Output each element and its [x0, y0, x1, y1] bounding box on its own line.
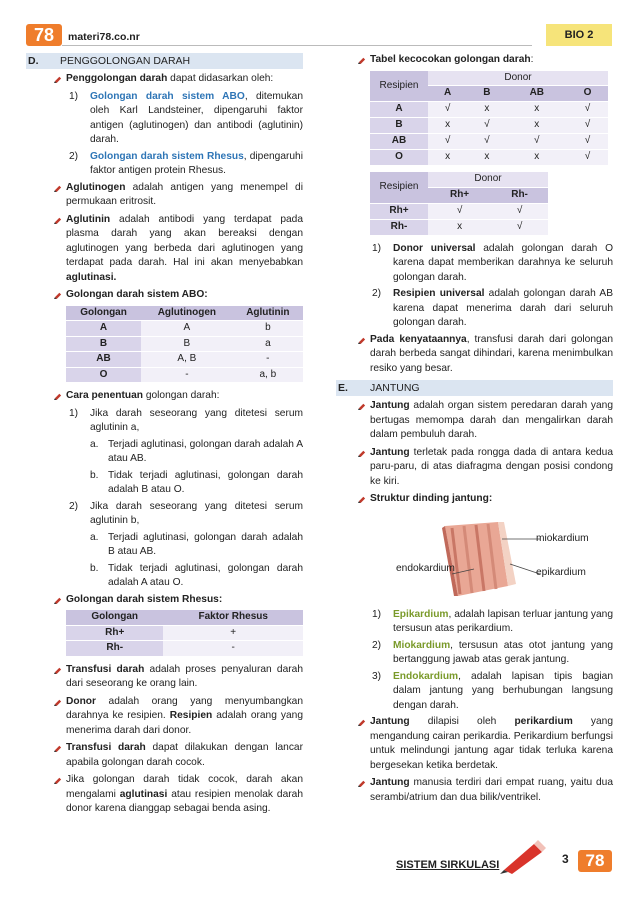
label-epikardium: epikardium — [536, 566, 586, 578]
page-header — [0, 0, 638, 50]
bullet: Aglutinogen adalah antigen yang menempel di permukaan eritrosit. — [26, 181, 303, 210]
bullet: Struktur dinding jantung: — [336, 492, 613, 507]
header-rule — [62, 45, 532, 46]
rhesus-compat-table: Resipien Donor Rh+ Rh- Rh+ √ √ Rh- x √ — [370, 172, 548, 236]
footer-logo: 78 — [578, 850, 612, 872]
right-column — [336, 53, 613, 808]
label-endokardium: endokardium — [396, 562, 455, 574]
section-letter: D. — [28, 55, 39, 67]
pencil-icon — [54, 698, 62, 706]
section-title: JANTUNG — [370, 382, 420, 394]
pencil-icon — [54, 666, 62, 674]
bullet: Cara penentuan golongan darah: — [26, 389, 303, 404]
rhesus-table: Golongan Faktor Rhesus Rh+ + Rh- - — [66, 610, 303, 657]
numbered-item: 3) Endokardium, adalah lapisan tipis bagian dalam jantung yang berhubungan langsung dengan darah. — [372, 670, 613, 711]
sub-item: a. Terjadi aglutinasi, golongan darah adalah A atau AB. — [90, 438, 303, 464]
bullet: Transfusi darah dapat dilakukan dengan lancar apabila golongan darah cocok. — [26, 741, 303, 770]
pencil-icon — [54, 291, 62, 299]
bullet: Donor adalah orang yang menyumbangkan darahnya ke resipien. Resipien adalah orang yang menerima darah dari donor. — [26, 695, 303, 739]
heart-wall-figure — [336, 510, 613, 608]
bullet: Pada kenyataannya, transfusi darah dari golongan darah berbeda sangat dihindari, karena menimbulkan resiko yang besar. — [336, 333, 613, 377]
logo: 78 — [26, 24, 62, 46]
numbered-item: 2) Resipien universal adalah golongan darah AB karena dapat menerima darah dari seluruh golongan darah. — [372, 288, 613, 328]
bullet: Jantung dilapisi oleh perikardium yang mengandung cairan perikardia. Perikardium berfungsi untuk melindungi jantung agar tidak terluka karena bergesekan ketika berdetak. — [336, 715, 613, 773]
pencil-icon — [54, 184, 62, 192]
numbered-item: 1) Donor universal adalah golongan darah O karena dapat memberikan darahnya ke seluruh golongan darah. — [372, 242, 613, 283]
abo-table: Golongan Aglutinogen Aglutinin A A b B B a AB A, B - O - a, b — [66, 306, 303, 384]
pencil-icon — [358, 402, 366, 410]
bullet: Jantung manusia terdiri dari empat ruang, yaitu dua serambi/atrium dan dua bilik/ventrikel. — [336, 776, 613, 805]
pencil-icon — [358, 56, 366, 64]
pencil-icon — [54, 216, 62, 224]
pencil-decoration-icon — [500, 840, 548, 874]
bullet: Jika golongan darah tidak cocok, darah akan mengalami aglutinasi atau resipien menolak darah donor karena dianggap sebagai benda asing. — [26, 773, 303, 817]
bullet: Tabel kecocokan golongan darah: — [336, 53, 613, 68]
section-letter: E. — [338, 382, 348, 394]
pencil-icon — [358, 779, 366, 787]
pencil-icon — [358, 495, 366, 503]
pencil-icon — [54, 392, 62, 400]
abo-compat-table: Resipien Donor A B AB O A √ x x √ B x √ x √ AB √ √ √ √ O x x x √ — [370, 71, 608, 167]
numbered-item: 1) Jika darah seseorang yang ditetesi serum aglutinin a, — [69, 407, 303, 433]
pencil-icon — [358, 449, 366, 457]
numbered-item: 2) Miokardium, tersusun atas otot jantung yang bertanggung jawab atas gerak jantung. — [372, 639, 613, 665]
label-miokardium: miokardium — [536, 532, 589, 544]
sub-item: b. Tidak terjadi aglutinasi, golongan darah adalah A atau O. — [90, 562, 303, 588]
subject-badge: BIO 2 — [546, 24, 612, 46]
bullet: Golongan darah sistem Rhesus: — [26, 593, 303, 608]
bullet: Jantung terletak pada rongga dada di antara kedua paru-paru, di atas diafragma dengan posisi condong ke kiri. — [336, 446, 613, 490]
bullet: Penggolongan darah dapat didasarkan oleh: — [26, 72, 303, 87]
sub-item: a. Terjadi aglutinasi, golongan darah adalah B atau AB. — [90, 531, 303, 557]
numbered-item: 1) Epikardium, adalah lapisan terluar jantung yang tersusun atas perikardium. — [372, 608, 613, 634]
sub-item: b. Tidak terjadi aglutinasi, golongan darah adalah B atau O. — [90, 469, 303, 495]
section-d-heading — [26, 53, 303, 69]
pencil-icon — [54, 744, 62, 752]
numbered-item: 1) Golongan darah sistem ABO, ditemukan oleh Karl Landsteiner, dipengaruhi faktor antigen (aglutinogen) dan antibodi (aglutinin) darah. — [69, 90, 303, 145]
bullet: Aglutinin adalah antibodi yang terdapat pada plasma darah yang akan bereaksi dengan aglutinogen yang berbeda dari aglutinogen yang terdapat pada darah. Hal ini akan menyebabkan aglutinasi. — [26, 213, 303, 286]
footer-title: SISTEM SIRKULASI — [396, 859, 500, 871]
section-e-heading — [336, 380, 613, 396]
pencil-icon — [54, 75, 62, 83]
page-number: 3 — [562, 852, 569, 866]
left-column — [26, 53, 303, 820]
pencil-icon — [358, 718, 366, 726]
section-title: PENGGOLONGAN DARAH — [60, 55, 191, 67]
bullet: Jantung adalah organ sistem peredaran darah yang bertugas memompa darah dan mengalirkan darah dalam pembuluh darah. — [336, 399, 613, 443]
heart-wall-illustration — [390, 514, 630, 604]
numbered-item: 2) Jika darah seseorang yang ditetesi serum aglutinin b, — [69, 500, 303, 526]
pencil-icon — [54, 596, 62, 604]
bullet: Transfusi darah adalah proses penyaluran darah dari seseorang ke orang lain. — [26, 663, 303, 692]
pencil-icon — [54, 776, 62, 784]
pencil-icon — [358, 336, 366, 344]
bullet: Golongan darah sistem ABO: — [26, 288, 303, 303]
site-name: materi78.co.nr — [68, 31, 140, 43]
numbered-item: 2) Golongan darah sistem Rhesus, dipengaruhi faktor antigen protein Rhesus. — [69, 150, 303, 176]
